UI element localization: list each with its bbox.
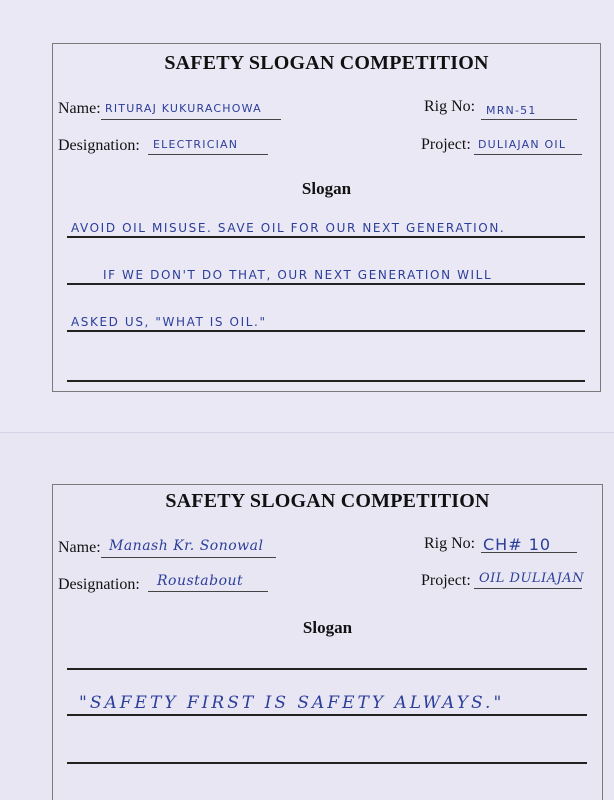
slogan-rule-2 [67, 714, 587, 716]
designation-underline [148, 154, 268, 155]
slogan-rule-3 [67, 762, 587, 764]
rig-value: MRN-51 [486, 104, 537, 117]
designation-value: ELECTRICIAN [153, 138, 239, 151]
slogan-rule-3 [67, 330, 585, 332]
name-label: Name: [58, 100, 101, 117]
slogan-line-2: IF WE DON'T DO THAT, OUR NEXT GENERATION WILL [103, 268, 493, 282]
rig-value: CH# 10 [483, 535, 552, 554]
form-title: SAFETY SLOGAN COMPETITION [164, 52, 489, 74]
name-value: Manash Kr. Sonowal [109, 538, 264, 554]
rig-underline [481, 119, 577, 120]
slogan-rule-1 [67, 668, 587, 670]
designation-underline [148, 591, 268, 592]
rig-underline [481, 552, 577, 553]
slogan-form-top [52, 43, 601, 392]
slogan-line-3: ASKED US, "WHAT IS OIL." [71, 315, 267, 329]
project-label: Project: [421, 572, 471, 589]
project-underline [474, 154, 582, 155]
designation-label: Designation: [58, 576, 140, 593]
slogan-rule-1 [67, 236, 585, 238]
slogan-line-1: AVOID OIL MISUSE. SAVE OIL FOR OUR NEXT GENERATION. [71, 221, 506, 235]
slogan-heading: Slogan [301, 179, 352, 198]
project-value: OIL DULIAJAN [479, 571, 585, 586]
name-label: Name: [58, 539, 101, 556]
designation-label: Designation: [58, 137, 140, 154]
designation-value: Roustabout [157, 573, 244, 589]
rig-label: Rig No: [424, 98, 476, 115]
project-value: DULIAJAN OIL [478, 138, 567, 151]
rig-label: Rig No: [424, 535, 476, 552]
slogan-form-bottom [52, 484, 603, 800]
slogan-rule-4 [67, 380, 585, 382]
slogan-line-2: "SAFETY FIRST IS SAFETY ALWAYS." [79, 693, 505, 713]
slogan-heading: Slogan [302, 618, 353, 637]
name-value: RITURAJ KUKURACHOWA [105, 102, 262, 115]
project-label: Project: [421, 136, 471, 153]
form-title: SAFETY SLOGAN COMPETITION [165, 490, 490, 512]
name-underline [101, 557, 276, 558]
slogan-rule-2 [67, 283, 585, 285]
name-underline [101, 119, 281, 120]
project-underline [474, 588, 582, 589]
